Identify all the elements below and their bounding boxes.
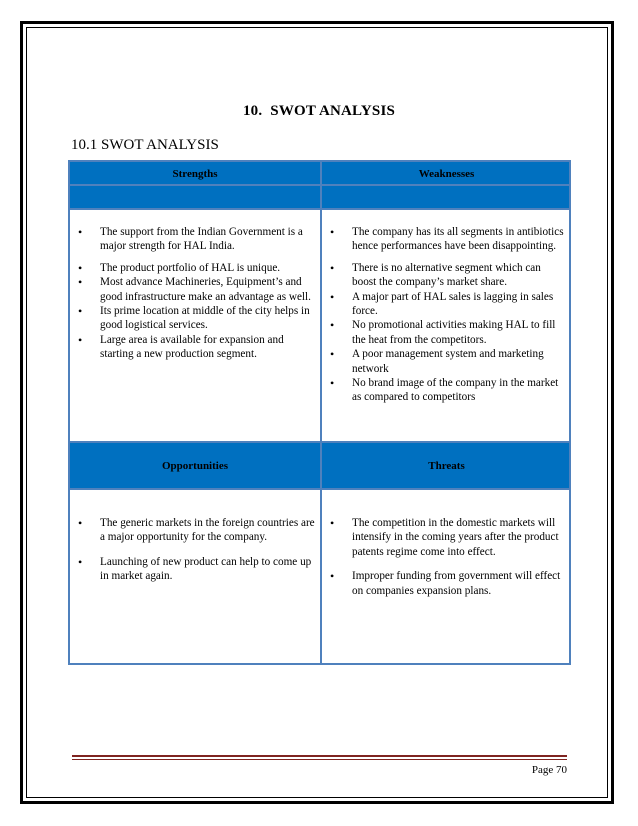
section-number: 10. bbox=[242, 103, 263, 119]
opportunities-list bbox=[76, 516, 316, 584]
page-number: Page 70 bbox=[531, 764, 567, 776]
list-item: • The competition in the domestic markets will intensify in the coming years after the product patents regime come into effect. bbox=[328, 516, 566, 559]
list-item: • There is no alternative segment which can boost the company’s market share. bbox=[328, 261, 566, 290]
list-item: • Large area is available for expansion and starting a new production segment. bbox=[76, 333, 316, 362]
subsection-heading: 10.1 SWOT ANALYSIS bbox=[71, 137, 219, 153]
section-title: SWOT ANALYSIS bbox=[270, 103, 396, 119]
list-item: • No brand image of the company in the market as compared to competitors bbox=[328, 376, 566, 405]
footer-rule bbox=[72, 755, 567, 757]
column-divider bbox=[320, 162, 322, 663]
list-item: • A major part of HAL sales is lagging in sales force. bbox=[328, 290, 566, 319]
swot-table bbox=[68, 160, 571, 665]
list-item: • A poor management system and marketing network bbox=[328, 347, 566, 376]
section-heading bbox=[0, 103, 638, 120]
list-item: • Launching of new product can help to come up in market again. bbox=[76, 555, 316, 584]
list-item: • No promotional activities making HAL to fill the heat from the competitors. bbox=[328, 318, 566, 347]
list-item: • The generic markets in the foreign countries are a major opportunity for the company. bbox=[76, 516, 316, 545]
footer-rule-thin bbox=[72, 759, 567, 760]
weaknesses-list bbox=[328, 225, 566, 405]
threats-header: Threats bbox=[428, 460, 465, 472]
list-item: • The product portfolio of HAL is unique. bbox=[76, 261, 316, 275]
list-item: • Improper funding from government will effect on companies expansion plans. bbox=[328, 569, 566, 598]
opportunities-header: Opportunities bbox=[161, 460, 228, 472]
list-item: • Most advance Machineries, Equipment’s and good infrastructure make an advantage as well. bbox=[76, 275, 316, 304]
threats-list bbox=[328, 516, 566, 598]
strengths-header: Strengths bbox=[172, 168, 218, 180]
list-item: • Its prime location at middle of the city helps in good logistical services. bbox=[76, 304, 316, 333]
weaknesses-header: Weaknesses bbox=[418, 168, 475, 180]
list-item: • The support from the Indian Government is a major strength for HAL India. bbox=[76, 225, 316, 254]
list-item: • The company has its all segments in antibiotics hence performances have been disappointing. bbox=[328, 225, 566, 254]
strengths-list bbox=[76, 225, 316, 362]
